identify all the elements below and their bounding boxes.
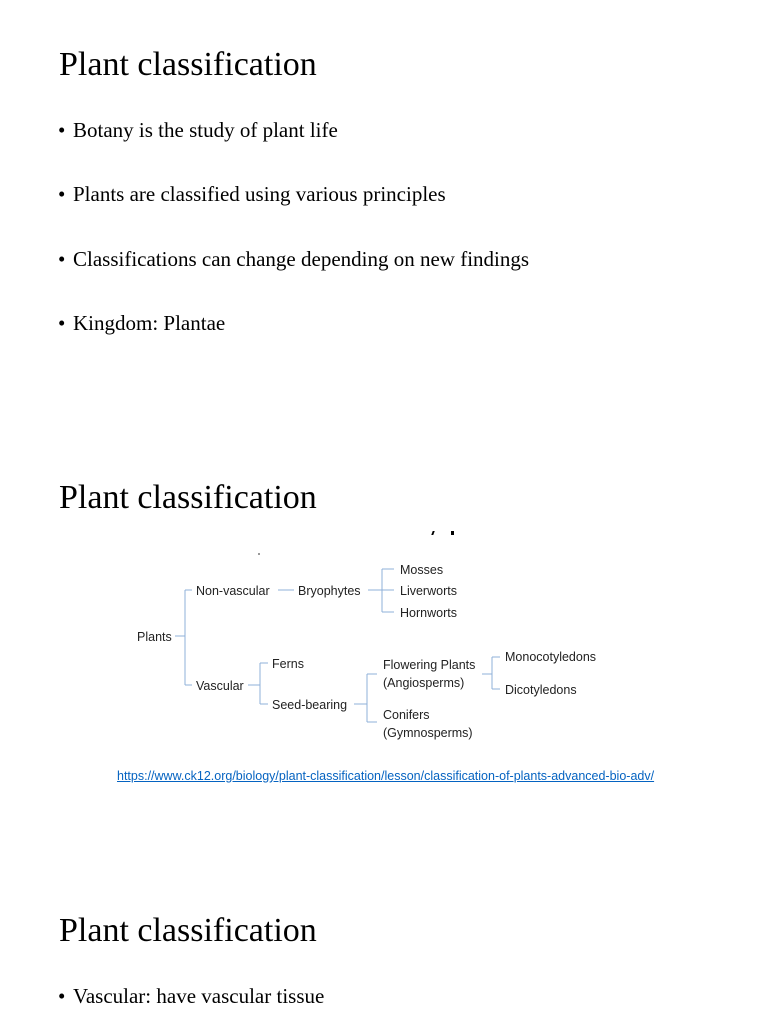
source-link[interactable]: https://www.ck12.org/biology/plant-classification/lesson/classification-of-plants-advanced-bio-adv/ (117, 769, 655, 783)
slide-1-bullet-4 (58, 310, 225, 336)
node-plants: Plants (137, 630, 172, 644)
bullet-dot: • (58, 311, 66, 335)
node-dicotyledons: Dicotyledons (505, 683, 577, 697)
node-ferns: Ferns (272, 657, 304, 671)
bullet-text: Plants are classified using various principles (73, 182, 446, 206)
node-seed-bearing: Seed-bearing (272, 698, 348, 712)
bullet-dot: • (58, 984, 66, 1008)
bullet-text: Vascular: have vascular tissue (73, 984, 325, 1008)
slide-1-bullet-1 (58, 117, 338, 143)
node-hornworts: Hornworts (400, 606, 457, 620)
node-gymnosperms: (Gymnosperms) (383, 726, 473, 740)
node-liverworts: Liverworts (400, 584, 457, 598)
stray-mark (451, 531, 454, 535)
slide-1-bullet-2 (58, 181, 446, 207)
bullet-dot: • (58, 247, 66, 271)
node-flowering-plants: Flowering Plants (383, 658, 476, 672)
node-monocotyledons: Monocotyledons (505, 650, 597, 664)
bullet-text: Botany is the study of plant life (73, 118, 338, 142)
slide-3-title: Plant classification (59, 912, 317, 949)
slide-1-title: Plant classification (59, 46, 317, 83)
node-angiosperms: (Angiosperms) (383, 676, 465, 690)
bullet-dot: • (58, 182, 66, 206)
bullet-dot: • (58, 118, 66, 142)
classification-tree (130, 552, 620, 752)
slide-3-bullet-1 (58, 983, 324, 1009)
slide-2-title: Plant classification (59, 479, 317, 516)
node-mosses: Mosses (400, 563, 444, 577)
node-vascular: Vascular (196, 679, 244, 693)
stray-mark (431, 531, 434, 535)
node-conifers: Conifers (383, 708, 430, 722)
plant-classification-diagram (130, 552, 620, 752)
slide-1-bullet-3 (58, 246, 529, 272)
bullet-text: Kingdom: Plantae (73, 311, 226, 335)
node-non-vascular: Non-vascular (196, 584, 270, 598)
node-bryophytes: Bryophytes (298, 584, 361, 598)
bullet-text: Classifications can change depending on new findings (73, 247, 530, 271)
